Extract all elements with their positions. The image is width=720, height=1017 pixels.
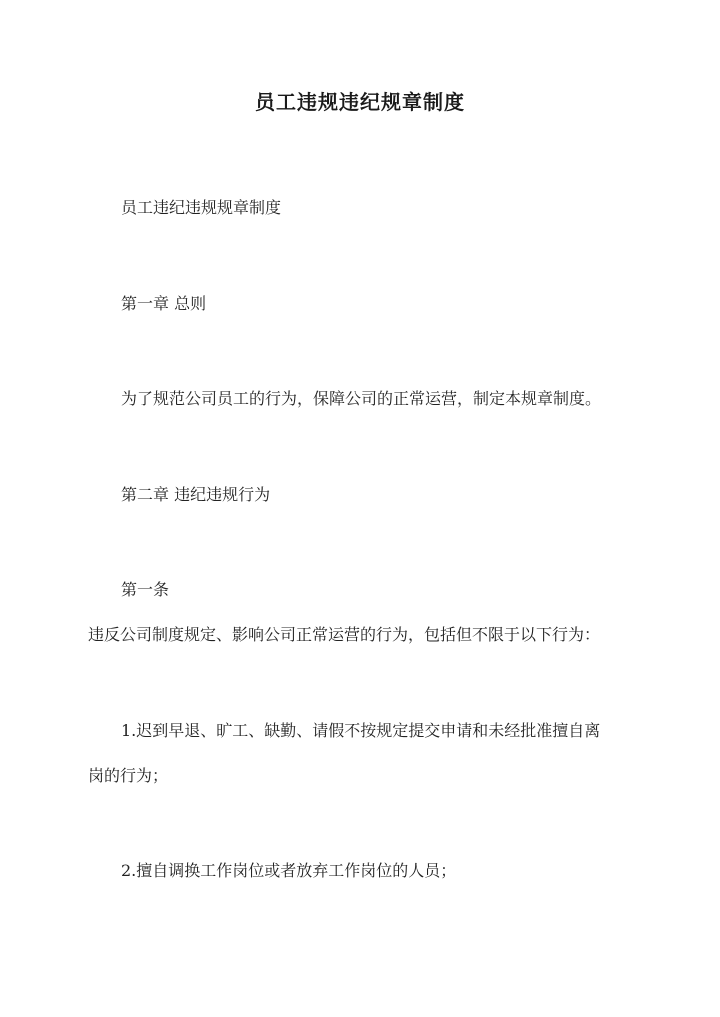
article-1-intro: 违反公司制度规定、影响公司正常运营的行为，包括但不限于以下行为： — [88, 625, 601, 644]
chapter-1-heading: 第一章 总则 — [121, 294, 207, 313]
document-subtitle: 员工违纪违规规章制度 — [121, 198, 282, 217]
article-1-item-2: 2.擅自调换工作岗位或者放弃工作岗位的人员； — [121, 861, 457, 880]
chapter-1-paragraph: 为了规范公司员工的行为，保障公司的正常运营，制定本规章制度。 — [121, 389, 602, 408]
chapter-2-heading: 第二章 违纪违规行为 — [121, 485, 271, 504]
document-title: 员工违规违纪规章制度 — [255, 90, 465, 114]
article-1-item-1-line-1: 1.迟到早退、旷工、缺勤、请假不按规定提交申请和未经批准擅自离 — [121, 721, 601, 740]
article-1-item-1-line-2: 岗的行为； — [88, 766, 169, 785]
article-1-label: 第一条 — [121, 580, 170, 599]
